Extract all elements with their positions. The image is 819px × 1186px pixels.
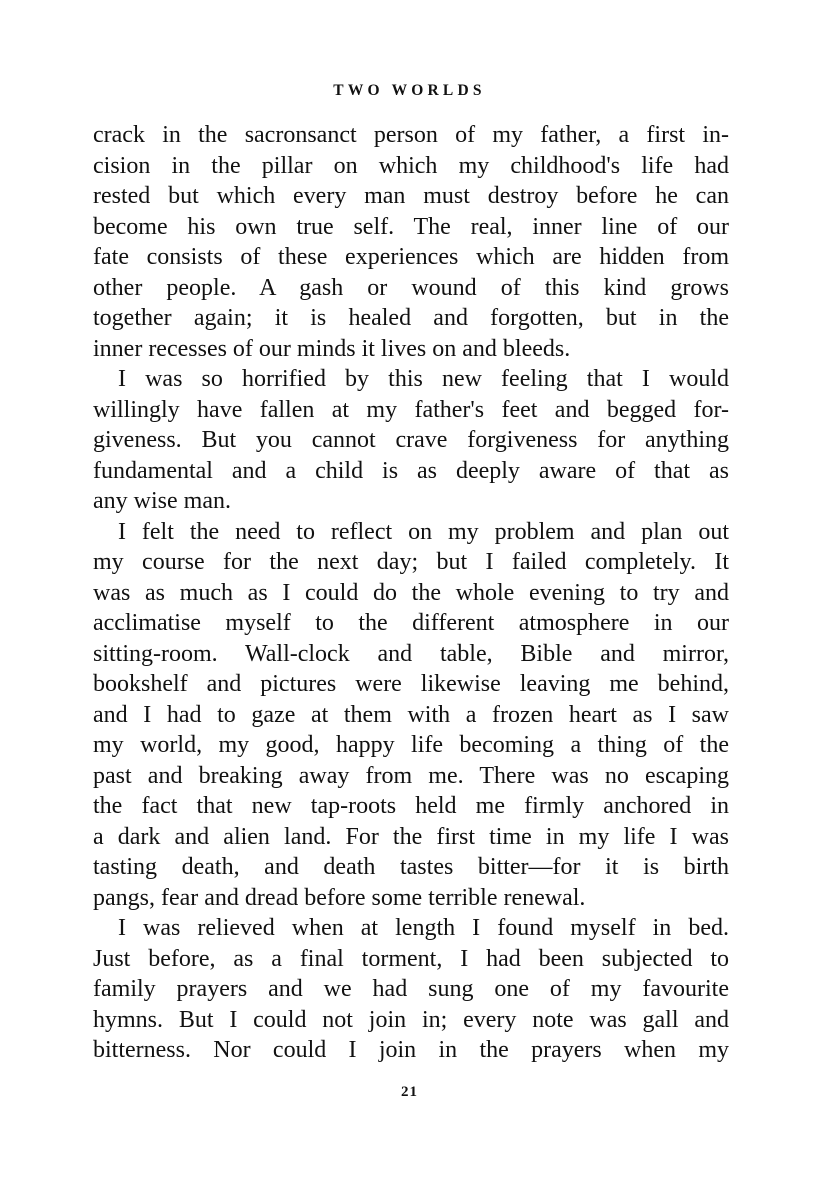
text-line: hymns. But I could not join in; every note was gall and [93, 1006, 729, 1033]
text-line: family prayers and we had sung one of my favourite [93, 976, 729, 1002]
text-line: cision in the pillar on which my childhood's life had [93, 152, 729, 179]
text-line: my world, my good, happy life becoming a thing of the [93, 732, 729, 758]
body-text [93, 120, 729, 1066]
text-line: fundamental and a child is as deeply aware of that as [93, 457, 729, 484]
text-line: I felt the need to reflect on my problem and plan out [118, 518, 729, 545]
text-line: inner recesses of our minds it lives on and bleeds. [93, 335, 571, 362]
text-line: become his own true self. The real, inner line of our [93, 213, 729, 240]
text-line: I was so horrified by this new feeling that I would [118, 366, 729, 392]
text-line: I was relieved when at length I found myself in bed. [118, 915, 729, 941]
page-number: 21 [401, 1084, 418, 1100]
text-line: together again; it is healed and forgotten, but in the [93, 305, 729, 331]
text-line: fate consists of these experiences which are hidden from [93, 244, 729, 270]
text-line: and I had to gaze at them with a frozen heart as I saw [93, 701, 729, 728]
text-line: sitting-room. Wall-clock and table, Bible and mirror, [93, 640, 729, 667]
text-line: rested but which every man must destroy before he can [93, 183, 729, 209]
text-line: other people. A gash or wound of this kind grows [93, 274, 729, 301]
text-line: my course for the next day; but I failed completely. It [93, 549, 729, 575]
text-line: any wise man. [93, 488, 231, 514]
text-line: a dark and alien land. For the first time in my life I was [93, 823, 729, 850]
text-line: pangs, fear and dread before some terrible renewal. [93, 884, 586, 911]
text-line: acclimatise myself to the different atmosphere in our [93, 610, 729, 636]
text-line: past and breaking away from me. There was no escaping [93, 762, 729, 789]
text-line: was as much as I could do the whole evening to try and [93, 579, 729, 606]
text-line: Just before, as a final torment, I had been subjected to [93, 945, 729, 972]
text-line: tasting death, and death tastes bitter—for it is birth [93, 854, 729, 880]
text-line: willingly have fallen at my father's feet and begged for- [93, 396, 729, 423]
running-head: TWO WORLDS [333, 82, 486, 99]
text-line: bitterness. Nor could I join in the prayers when my [93, 1037, 729, 1063]
text-line: bookshelf and pictures were likewise leaving me behind, [93, 671, 729, 697]
text-line: the fact that new tap-roots held me firmly anchored in [93, 793, 729, 819]
text-line: crack in the sacronsanct person of my father, a first in- [93, 122, 729, 148]
text-line: giveness. But you cannot crave forgiveness for anything [93, 427, 729, 453]
